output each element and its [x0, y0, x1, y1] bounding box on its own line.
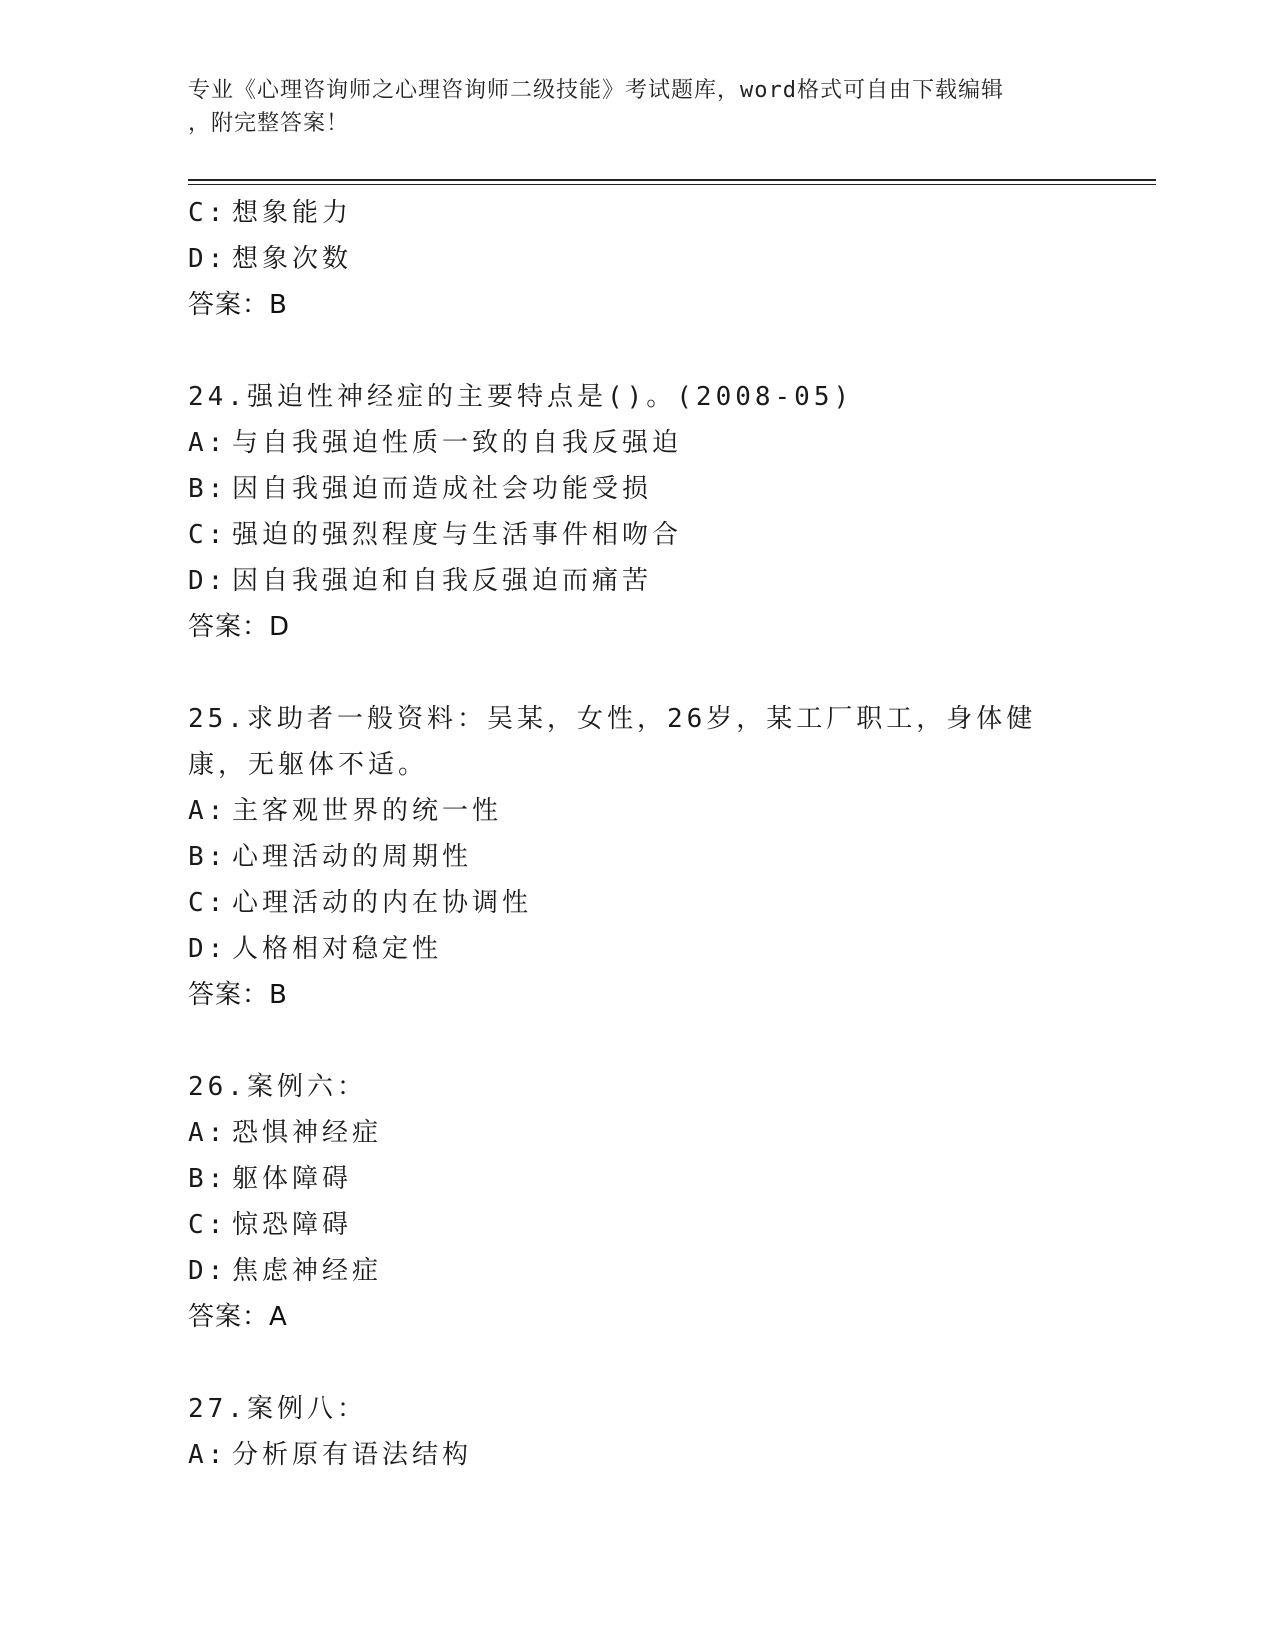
option-c [188, 880, 1128, 926]
option-a [188, 1432, 1128, 1478]
option-label: C: [188, 520, 228, 550]
option-text: 焦虑神经症 [232, 1256, 383, 1286]
option-b [188, 1156, 1128, 1202]
spacer [188, 650, 1128, 696]
option-a [188, 788, 1128, 834]
option-text: 躯体障碍 [232, 1164, 353, 1194]
header-divider-thick [188, 179, 1156, 181]
option-c [188, 512, 1128, 558]
option-label: B: [188, 842, 228, 872]
option-text: 人格相对稳定性 [232, 934, 443, 964]
option-label: A: [188, 1118, 228, 1148]
option-label: B: [188, 1164, 228, 1194]
option-c [188, 1202, 1128, 1248]
option-text: 惊恐障碍 [232, 1210, 353, 1240]
answer-line: 答案：D [188, 612, 291, 642]
document-header [188, 74, 1088, 140]
option-d [188, 1248, 1128, 1294]
question-stem: 26.案例六： [188, 1072, 367, 1102]
option-text: 心理活动的周期性 [232, 842, 473, 872]
question-25 [188, 696, 1128, 1018]
option-d [188, 558, 1128, 604]
option-a [188, 1110, 1128, 1156]
question-fragment [188, 190, 1128, 328]
option-text: 因自我强迫和自我反强迫而痛苦 [232, 566, 653, 596]
option-label: A: [188, 428, 228, 458]
option-c [188, 190, 1128, 236]
option-text: 想象次数 [232, 244, 353, 274]
option-a [188, 420, 1128, 466]
question-stem: 25.求助者一般资料：吴某，女性，26岁，某工厂职工，身体健康，无躯体不适。 [188, 704, 1037, 780]
question-24 [188, 374, 1128, 650]
option-d [188, 926, 1128, 972]
option-label: A: [188, 1440, 228, 1470]
option-text: 心理活动的内在协调性 [232, 888, 533, 918]
option-text: 想象能力 [232, 198, 353, 228]
spacer [188, 1340, 1128, 1386]
option-b [188, 834, 1128, 880]
header-title-line-1: 专业《心理咨询师之心理咨询师二级技能》考试题库，word格式可自由下载编辑 [188, 78, 1004, 103]
option-d [188, 236, 1128, 282]
option-text: 分析原有语法结构 [232, 1440, 473, 1470]
option-label: C: [188, 1210, 228, 1240]
question-stem: 27.案例八： [188, 1394, 367, 1424]
header-divider-thin [188, 184, 1156, 185]
option-label: A: [188, 796, 228, 826]
option-text: 与自我强迫性质一致的自我反强迫 [232, 428, 683, 458]
question-26 [188, 1064, 1128, 1340]
option-label: D: [188, 244, 228, 274]
option-text: 恐惧神经症 [232, 1118, 383, 1148]
option-label: D: [188, 1256, 228, 1286]
answer-line: 答案：B [188, 980, 288, 1010]
option-text: 强迫的强烈程度与生活事件相吻合 [232, 520, 683, 550]
option-label: C: [188, 198, 228, 228]
option-text: 主客观世界的统一性 [232, 796, 503, 826]
question-stem: 24.强迫性神经症的主要特点是()。(2008-05) [188, 382, 854, 412]
header-title-line-2: ，附完整答案！ [188, 111, 350, 136]
option-label: C: [188, 888, 228, 918]
option-b [188, 466, 1128, 512]
question-list [188, 190, 1128, 1478]
option-text: 因自我强迫而造成社会功能受损 [232, 474, 653, 504]
option-label: B: [188, 474, 228, 504]
spacer [188, 328, 1128, 374]
option-label: D: [188, 934, 228, 964]
answer-line: 答案：A [188, 1302, 288, 1332]
option-label: D: [188, 566, 228, 596]
answer-line: 答案：B [188, 290, 288, 320]
question-27 [188, 1386, 1128, 1478]
spacer [188, 1018, 1128, 1064]
